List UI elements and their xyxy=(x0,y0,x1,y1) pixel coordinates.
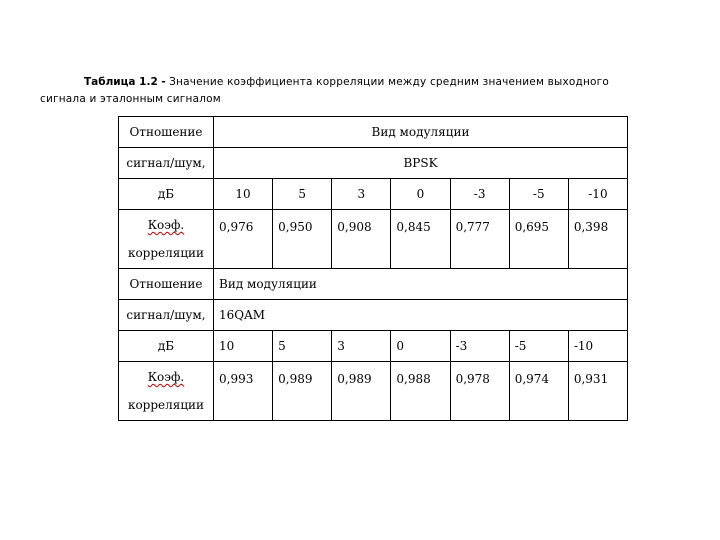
label-cell: Отношение xyxy=(119,117,214,148)
correlation-table xyxy=(118,116,628,421)
label-cell: дБ xyxy=(119,179,214,210)
caption-line1: Значение коэффициента корреляции между средним значением выходного xyxy=(169,76,610,88)
modulation-name-16qam: 16QAM xyxy=(214,300,628,331)
snr-cell: 5 xyxy=(273,179,332,210)
snr-cell: -5 xyxy=(509,179,568,210)
modulation-header: Вид модуляции xyxy=(214,269,628,300)
table-row xyxy=(119,362,628,421)
caption-line2: сигнала и эталонным сигналом xyxy=(40,93,221,105)
coef-cell: 0,777 xyxy=(450,210,509,269)
table-row xyxy=(119,331,628,362)
snr-cell: 10 xyxy=(214,331,273,362)
caption-title: Таблица 1.2 - xyxy=(84,76,166,88)
coef-cell: 0,974 xyxy=(509,362,568,421)
snr-cell: -10 xyxy=(568,331,627,362)
label-cell: сигнал/шум, xyxy=(119,148,214,179)
coef-cell: 0,989 xyxy=(273,362,332,421)
coef-label: Коэф. xyxy=(147,370,185,384)
coef-cell: 0,398 xyxy=(568,210,627,269)
snr-cell: 3 xyxy=(332,331,391,362)
table-row xyxy=(119,179,628,210)
snr-cell: 10 xyxy=(214,179,273,210)
coef-cell: 0,845 xyxy=(391,210,450,269)
snr-cell: 5 xyxy=(273,331,332,362)
label-cell xyxy=(119,362,214,421)
coef-cell: 0,931 xyxy=(568,362,627,421)
label-cell: Отношение xyxy=(119,269,214,300)
table-caption xyxy=(40,74,688,108)
table-row xyxy=(119,269,628,300)
table-row xyxy=(119,210,628,269)
snr-cell: -10 xyxy=(568,179,627,210)
coef-cell: 0,993 xyxy=(214,362,273,421)
modulation-header: Вид модуляции xyxy=(214,117,628,148)
table-row xyxy=(119,148,628,179)
coef-cell: 0,978 xyxy=(450,362,509,421)
label-cell: сигнал/шум, xyxy=(119,300,214,331)
label-cell xyxy=(119,210,214,269)
table-row xyxy=(119,300,628,331)
coef-label: Коэф. xyxy=(147,218,185,232)
label-cell: дБ xyxy=(119,331,214,362)
coef-cell: 0,976 xyxy=(214,210,273,269)
modulation-name-bpsk: BPSK xyxy=(214,148,628,179)
snr-cell: -3 xyxy=(450,331,509,362)
coef-cell: 0,695 xyxy=(509,210,568,269)
table-row xyxy=(119,117,628,148)
snr-cell: 3 xyxy=(332,179,391,210)
coef-label: корреляции xyxy=(127,398,205,412)
coef-cell: 0,989 xyxy=(332,362,391,421)
coef-label: корреляции xyxy=(127,246,205,260)
snr-cell: 0 xyxy=(391,179,450,210)
coef-cell: 0,988 xyxy=(391,362,450,421)
snr-cell: 0 xyxy=(391,331,450,362)
snr-cell: -5 xyxy=(509,331,568,362)
snr-cell: -3 xyxy=(450,179,509,210)
coef-cell: 0,950 xyxy=(273,210,332,269)
coef-cell: 0,908 xyxy=(332,210,391,269)
